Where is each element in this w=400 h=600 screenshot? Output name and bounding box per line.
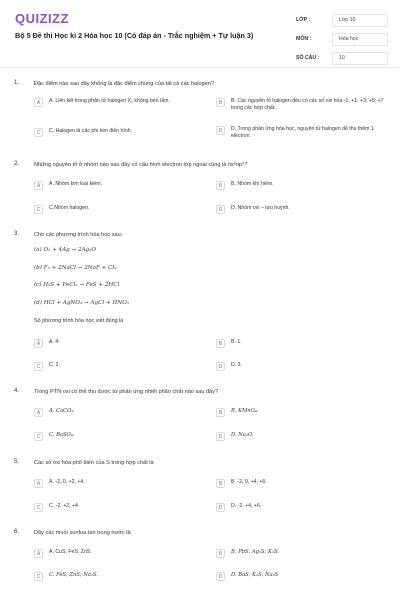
option-letter: B xyxy=(216,549,225,558)
option-c[interactable] xyxy=(34,362,204,371)
option-text: B. KMnO₄. xyxy=(231,408,259,414)
option-b[interactable] xyxy=(216,98,388,112)
meta-row-class xyxy=(296,11,388,29)
meta-value-class: Lớp 10 xyxy=(332,14,388,27)
header-divider xyxy=(0,67,400,68)
option-b[interactable] xyxy=(216,181,388,190)
option-letter: B xyxy=(216,408,225,417)
cutoff-text-line xyxy=(0,594,400,600)
option-text: C. Halogen là các phi kim điển hình. xyxy=(49,128,133,134)
option-text: A. CuS; FeS; ZnS. xyxy=(49,549,92,555)
option-d[interactable] xyxy=(216,362,388,371)
question-text: Đặc điểm nào sau đây không là đặc điểm chung của tất cả các halogen? xyxy=(34,81,215,87)
question-text: Các số oxi hóa phổ biến của S trong hợp chất là xyxy=(34,460,154,466)
option-text: C.Nhóm halogen. xyxy=(49,205,90,211)
equation-c: (c) H₂S + FeCl₂ → FeS + 2HCl xyxy=(34,282,120,288)
meta-label: MÔN : xyxy=(296,36,312,42)
option-letter: C xyxy=(34,572,43,581)
question-number: 6. xyxy=(14,529,20,535)
option-letter: D xyxy=(216,362,225,371)
option-c[interactable] xyxy=(34,128,204,137)
option-text: B. Nhóm khí hiếm. xyxy=(231,181,274,187)
option-a[interactable] xyxy=(34,339,204,348)
option-text: D. BaS; K₂S; Na₂S xyxy=(231,572,279,578)
option-text: C. 2. xyxy=(49,362,60,368)
option-letter: A xyxy=(34,549,43,558)
option-a[interactable] xyxy=(34,181,204,190)
option-letter: C xyxy=(34,128,43,137)
question-text: Trong PTN oxi có thể thu được từ phản ứng nhiệt phân chất nào sau đây? xyxy=(34,389,219,395)
option-letter: B xyxy=(216,181,225,190)
option-b[interactable] xyxy=(216,549,388,558)
option-text: B. 1. xyxy=(231,339,242,345)
option-d[interactable] xyxy=(216,126,388,140)
meta-row-count xyxy=(296,49,388,67)
option-letter: C xyxy=(34,205,43,214)
option-c[interactable] xyxy=(34,205,204,214)
option-a[interactable] xyxy=(34,479,204,488)
question-number: 4. xyxy=(14,388,20,394)
option-text: C. FeS; ZnS; Na₂S. xyxy=(49,572,99,578)
page-header xyxy=(0,0,400,66)
option-letter: A xyxy=(34,408,43,417)
option-text: D. Nhóm oxi – lưu huỳnh. xyxy=(231,205,290,211)
option-letter: A xyxy=(34,479,43,488)
option-a[interactable] xyxy=(34,549,204,558)
option-letter: C xyxy=(34,432,43,441)
meta-label: LỚP : xyxy=(296,17,311,23)
document-title: Bộ 5 Đề thi Học kì 2 Hóa học 10 (Có đáp án - Trắc nghiệm + Tự luận 3) xyxy=(15,31,254,40)
option-a[interactable] xyxy=(34,98,204,107)
option-text: B. Các nguyên tố halogen đều có các số oxi hóa -1; +1; +3; +5; +7 trong các hợp chất. xyxy=(231,98,384,111)
option-letter: D xyxy=(216,572,225,581)
question-number: 2. xyxy=(14,161,20,167)
option-a[interactable] xyxy=(34,408,204,417)
option-letter: B xyxy=(216,98,225,107)
option-c[interactable] xyxy=(34,572,204,581)
option-letter: D xyxy=(216,432,225,441)
question-text: Dãy các muối sunfua tan trong nước là xyxy=(34,530,131,536)
option-text: A. Liên kết trong phân tử halogen X₂ không bền lắm. xyxy=(49,98,170,104)
option-c[interactable] xyxy=(34,432,204,441)
option-b[interactable] xyxy=(216,479,388,488)
meta-row-subject xyxy=(296,30,388,48)
option-d[interactable] xyxy=(216,432,388,441)
option-letter: D xyxy=(216,126,225,135)
option-text: D. Trong phân ửng hóa học, nguyên tử halogen dễ thu thêm 1 electron. xyxy=(231,126,374,139)
option-text: A. CaCO₃. xyxy=(49,408,76,414)
option-letter: A xyxy=(34,339,43,348)
option-text: B. PbS; Ag₂S; K₂S. xyxy=(231,549,279,555)
equation-a: (a) O₂ + 4Ag → 2Ag₂O xyxy=(34,247,96,253)
question-followup: Số phương trình hóa học viết đúng là xyxy=(34,318,124,324)
meta-label: SỐ CÂU : xyxy=(296,55,320,61)
option-letter: D xyxy=(216,205,225,214)
option-text: A. -2, 0, +2, +4. xyxy=(49,479,85,485)
option-text: C. -2, +2, +4. xyxy=(49,503,80,509)
meta-panel xyxy=(296,11,388,68)
question-text: Cho các phương trình hóa học sau: xyxy=(34,232,123,238)
option-letter: C xyxy=(34,503,43,512)
equation-d: (d) HCl + AgNO₃ → AgCl + HNO₃ xyxy=(34,300,130,306)
option-letter: A xyxy=(34,98,43,107)
option-letter: C xyxy=(34,362,43,371)
option-d[interactable] xyxy=(216,503,388,512)
option-text: A. 4. xyxy=(49,339,60,345)
option-text: B. -2, 0, +4, +6. xyxy=(231,479,267,485)
option-letter: D xyxy=(216,503,225,512)
meta-value-count: 10 xyxy=(332,52,388,65)
option-b[interactable] xyxy=(216,339,388,348)
equation-b: (b) F₂ + 2NaCl → 2NaF + Cl₂ xyxy=(34,265,117,271)
option-text: A. Nhóm kim loại kiềm. xyxy=(49,181,103,187)
meta-value-subject: Hóa học xyxy=(332,33,388,46)
option-letter: B xyxy=(216,479,225,488)
quizizz-logo: QUIZIZZ xyxy=(15,11,70,26)
question-number: 3. xyxy=(14,231,20,237)
question-number: 5. xyxy=(14,459,20,465)
option-c[interactable] xyxy=(34,503,204,512)
option-d[interactable] xyxy=(216,572,388,581)
question-number: 1. xyxy=(14,80,20,86)
option-letter: A xyxy=(34,181,43,190)
question-text: Những nguyên tố ở nhóm nào sau đây có cấu hình electron lớp ngoài cùng là ns²np⁴? xyxy=(34,162,248,168)
option-text: D. 3. xyxy=(231,362,242,368)
option-text: D. -2, +4, +6. xyxy=(231,503,262,509)
option-text: C. BaSO₄. xyxy=(49,432,75,438)
option-text: D. Na₂O. xyxy=(231,432,254,438)
option-d[interactable] xyxy=(216,205,388,214)
option-b[interactable] xyxy=(216,408,388,417)
option-letter: B xyxy=(216,339,225,348)
